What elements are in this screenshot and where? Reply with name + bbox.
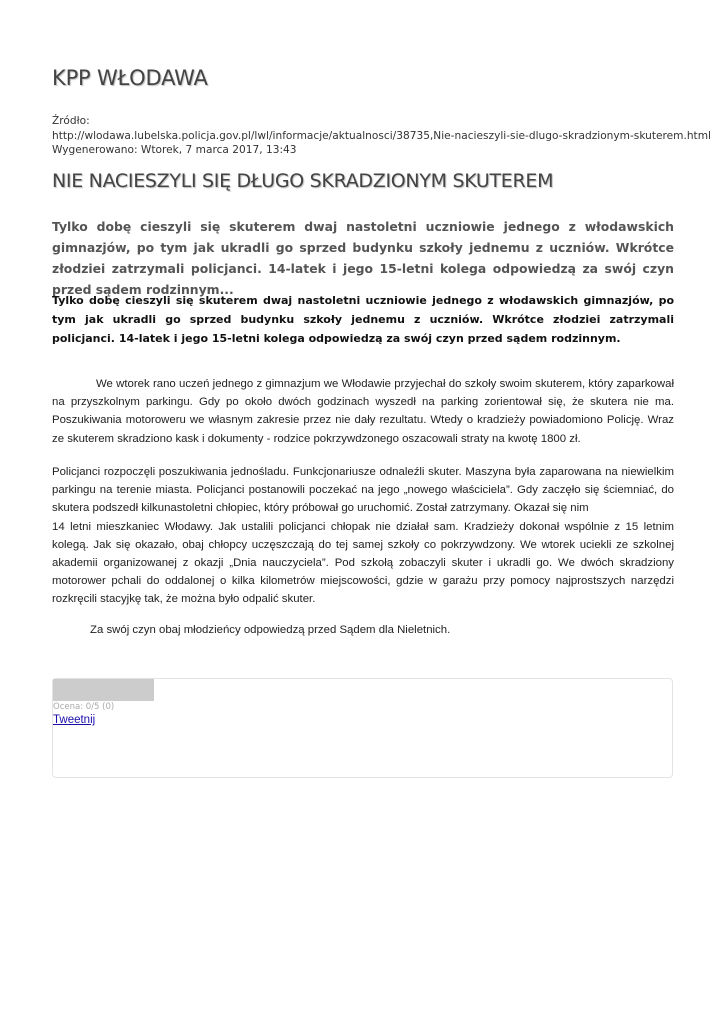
- article-lead: Tylko dobę cieszyli się skuterem dwaj nastoletni uczniowie jednego z włodawskich gimnazjów, po tym jak ukradli go sprzed budynku szkoły jednemu z uczniów. Wkrótce złodziei zatrzymali policjanci. 14-latek i jego 15-letni kolega odpowiedzą za swój czyn przed sądem rodzinnym...: [52, 219, 674, 297]
- tweet-link[interactable]: Tweetnij: [53, 714, 96, 726]
- rating-text: Ocena: 0/5 (0): [53, 702, 115, 712]
- source-label: Źródło:: [52, 115, 90, 127]
- article-paragraph-2: [52, 463, 674, 609]
- rating-box: [52, 678, 673, 778]
- site-title: KPP WŁODAWA: [52, 66, 208, 90]
- source-url: http://wlodawa.lubelska.policja.gov.pl/lwl/informacje/aktualnosci/38735,Nie-nacieszyli-sie-dlugo-skradzionym-skuterem.html: [52, 129, 711, 142]
- paragraph-2a-text: Policjanci rozpoczęli poszukiwania jednośladu. Funkcjonariusze odnaleźli skuter. Maszyna była zaparowana na niewielkim parkingu na terenie miasta. Policjanci postanowili poczekać na jego „nowego właściciela”. Gdy zaczęło się ściemniać, do skutera podszedł kilkunastoletni chłopiec, który próbował go uruchomić. Został zatrzymany. Okazał się nim: [52, 466, 674, 515]
- generated-date: Wygenerowano: Wtorek, 7 marca 2017, 13:43: [52, 144, 297, 156]
- source-info: [52, 114, 711, 158]
- paragraph-1-text: We wtorek rano uczeń jednego z gimnazjum we Włodawie przyjechał do szkoły swoim skuterem, który zaparkował na przyszkolnym parkingu. Gdy po około dwóch godzinach wyszedł na parking zorientował się, że skutera nie ma. Poszukiwania motoroweru we własnym zakresie przez nie dały rezultatu. Wtedy o kradzieży powiadomiono Policję. Wraz ze skuterem skradziono kask i dokumenty - rodzice pokrzywdzonego oszacowali straty na kwotę 1800 zł.: [52, 378, 674, 445]
- article-lead-repeat: Tylko dobę cieszyli się skuterem dwaj nastoletni uczniowie jednego z włodawskich gimnazjów, po tym jak ukradli go sprzed budynku szkoły jednemu z uczniów. Wkrótce złodziei zatrzymali policjanci. 14-latek i jego 15-letni kolega odpowiedzą za swój czyn przed sądem rodzinnym.: [52, 294, 674, 345]
- article-title: NIE NACIESZYLI SIĘ DŁUGO SKRADZIONYM SKUTEREM: [52, 170, 554, 192]
- article-paragraph-3: [52, 621, 674, 639]
- article-paragraph-1: [52, 375, 674, 448]
- paragraph-3-text: Za swój czyn obaj młodzieńcy odpowiedzą przed Sądem dla Nieletnich.: [90, 624, 451, 636]
- rating-stars-bar[interactable]: [53, 679, 154, 701]
- paragraph-2b-text: 14 letni mieszkaniec Włodawy. Jak ustalili policjanci chłopak nie działał sam. Kradzieży dokonał wspólnie z 15 letnim kolegą. Jak się okazało, obaj chłopcy uczęszczają do tej samej szkoły co pokrzywdzony. We wtorek uciekli ze szkolnej akademii organizowanej z okazji „Dnia nauczyciela”. Pod szkołą zobaczyli skuter i ukradli go. We dwóch skradziony motorower pchali do oddalonej o kilka kilometrów miejscowości, gdzie w garażu przy pomocy najprostszych narzędzi rozkręcili stacyjkę tak, że można było odpalić skuter.: [52, 520, 674, 606]
